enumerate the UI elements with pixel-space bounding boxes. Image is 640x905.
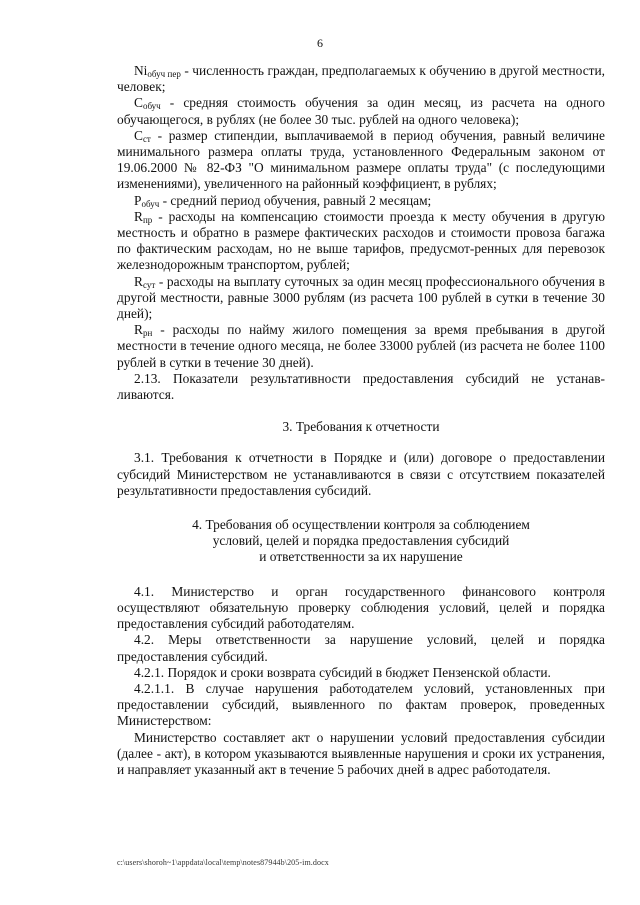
paragraph-4-2: 4.2. Меры ответственности за нарушение условий, целей и порядка предоставления субсидий. (117, 632, 605, 664)
paragraph-act: Министерство составляет акт о нарушении условий предоставления субсидии (далее - акт), в котором указываются выявленные нарушения и сроки их устранения, и направляет указанный акт в течение 5 рабочих дней в адрес работодателя. (117, 729, 605, 777)
paragraph-text: - расходы по найму жилого помещения за время пребывания в другой местности в течение одного месяца, не более 33000 рублей (из расчета не более 1100 рублей в сутки в течение 30 дней). (117, 322, 605, 370)
paragraph-p-obuch (117, 193, 605, 209)
paragraph-text: - средняя стоимость обучения за один месяц, из расчета на одного обучающегося, в рублях (не более 30 тыс. рублей на одного человека); (117, 95, 605, 127)
section-3-heading: 3. Требования к отчетности (282, 419, 440, 435)
paragraph-c-st (117, 128, 605, 193)
symbol-subscript: обуч (142, 101, 161, 112)
section-4-heading-line-2: условий, целей и порядка предоставления субсидий (212, 533, 510, 549)
paragraph-ni-obuch-per (117, 63, 605, 95)
paragraph-2-13: 2.13. Показатели результативности предоставления субсидий не устанав-ливаются. (117, 370, 605, 403)
paragraph-r-pr (117, 209, 605, 274)
paragraph-3-1: 3.1. Требования к отчетности в Порядке и (или) договоре о предоставлении субсидий Министерством не устанавливаются в связи с отсутствием показателей результативности предоставления субсидий. (117, 450, 605, 498)
symbol-subscript: сут (142, 279, 156, 290)
symbol: R (134, 273, 143, 289)
paragraph-text: - средний период обучения, равный 2 месяцам; (159, 192, 432, 208)
symbol: С (134, 127, 143, 143)
section-4-heading-line-1: 4. Требования об осуществлении контроля за соблюдением (192, 517, 530, 533)
symbol: R (134, 208, 143, 224)
symbol: Р (134, 192, 142, 208)
symbol: Ni (134, 63, 148, 78)
paragraph-text: - численность граждан, предполагаемых к обучению в другой местности, человек; (117, 63, 606, 95)
section-4-heading-line-3: и ответственности за их нарушение (259, 549, 463, 565)
page-number: 6 (317, 36, 323, 50)
paragraph-text: - размер стипендии, выплачиваемой в период обучения, равный величине минимального размера оплаты труда, установленного Федеральным законом от 19.06.2000 № 82-ФЗ "О минимальном размере оплаты труда" (с последующими изменениями), увеличенного на районный коэффициент, в рублях; (117, 127, 605, 192)
paragraph-4-2-1: 4.2.1. Порядок и сроки возврата субсидий в бюджет Пензенской области. (134, 664, 551, 680)
symbol: R (134, 322, 143, 338)
paragraph-r-rn (117, 322, 605, 371)
symbol-subscript: ст (142, 133, 151, 144)
paragraph-text: - расходы на компенсацию стоимости проезда к месту обучения в другую местность и обратно в размере фактических расходов и стоимости провоза багажа по фактическим расходам, но не выше тарифов, предусмот-ренных для перевозок железнодорожным транспортом, рублей; (117, 208, 605, 273)
paragraph-c-obuch (117, 95, 605, 127)
document-body (117, 63, 605, 778)
paragraph-4-2-1-1: 4.2.1.1. В случае нарушения работодателем условий, установленных при предоставлении субсидий, выявленного по фактам проверок, проведенных Министерством: (117, 680, 605, 729)
paragraph-text: - расходы на выплату суточных за один месяц профессионального обучения в другой местности, равные 3000 рублям (из расчета 100 рублей в сутки в течение 30 дней); (117, 273, 605, 322)
symbol-subscript: обуч (141, 198, 160, 209)
symbol-subscript: обуч пер (147, 69, 181, 79)
paragraph-r-sut (117, 274, 605, 323)
symbol-subscript: пр (142, 214, 153, 225)
symbol-subscript: рн (142, 328, 153, 339)
paragraph-4-1: 4.1. Министерство и орган государственного финансового контроля осуществляют обязательную проверку соблюдения условий, целей и порядка предоставления субсидий работодателям. (117, 583, 605, 632)
symbol: С (134, 95, 143, 111)
footer-file-path: c:\users\shoroh~1\appdata\local\temp\notes87944b\205-im.docx (117, 858, 329, 867)
